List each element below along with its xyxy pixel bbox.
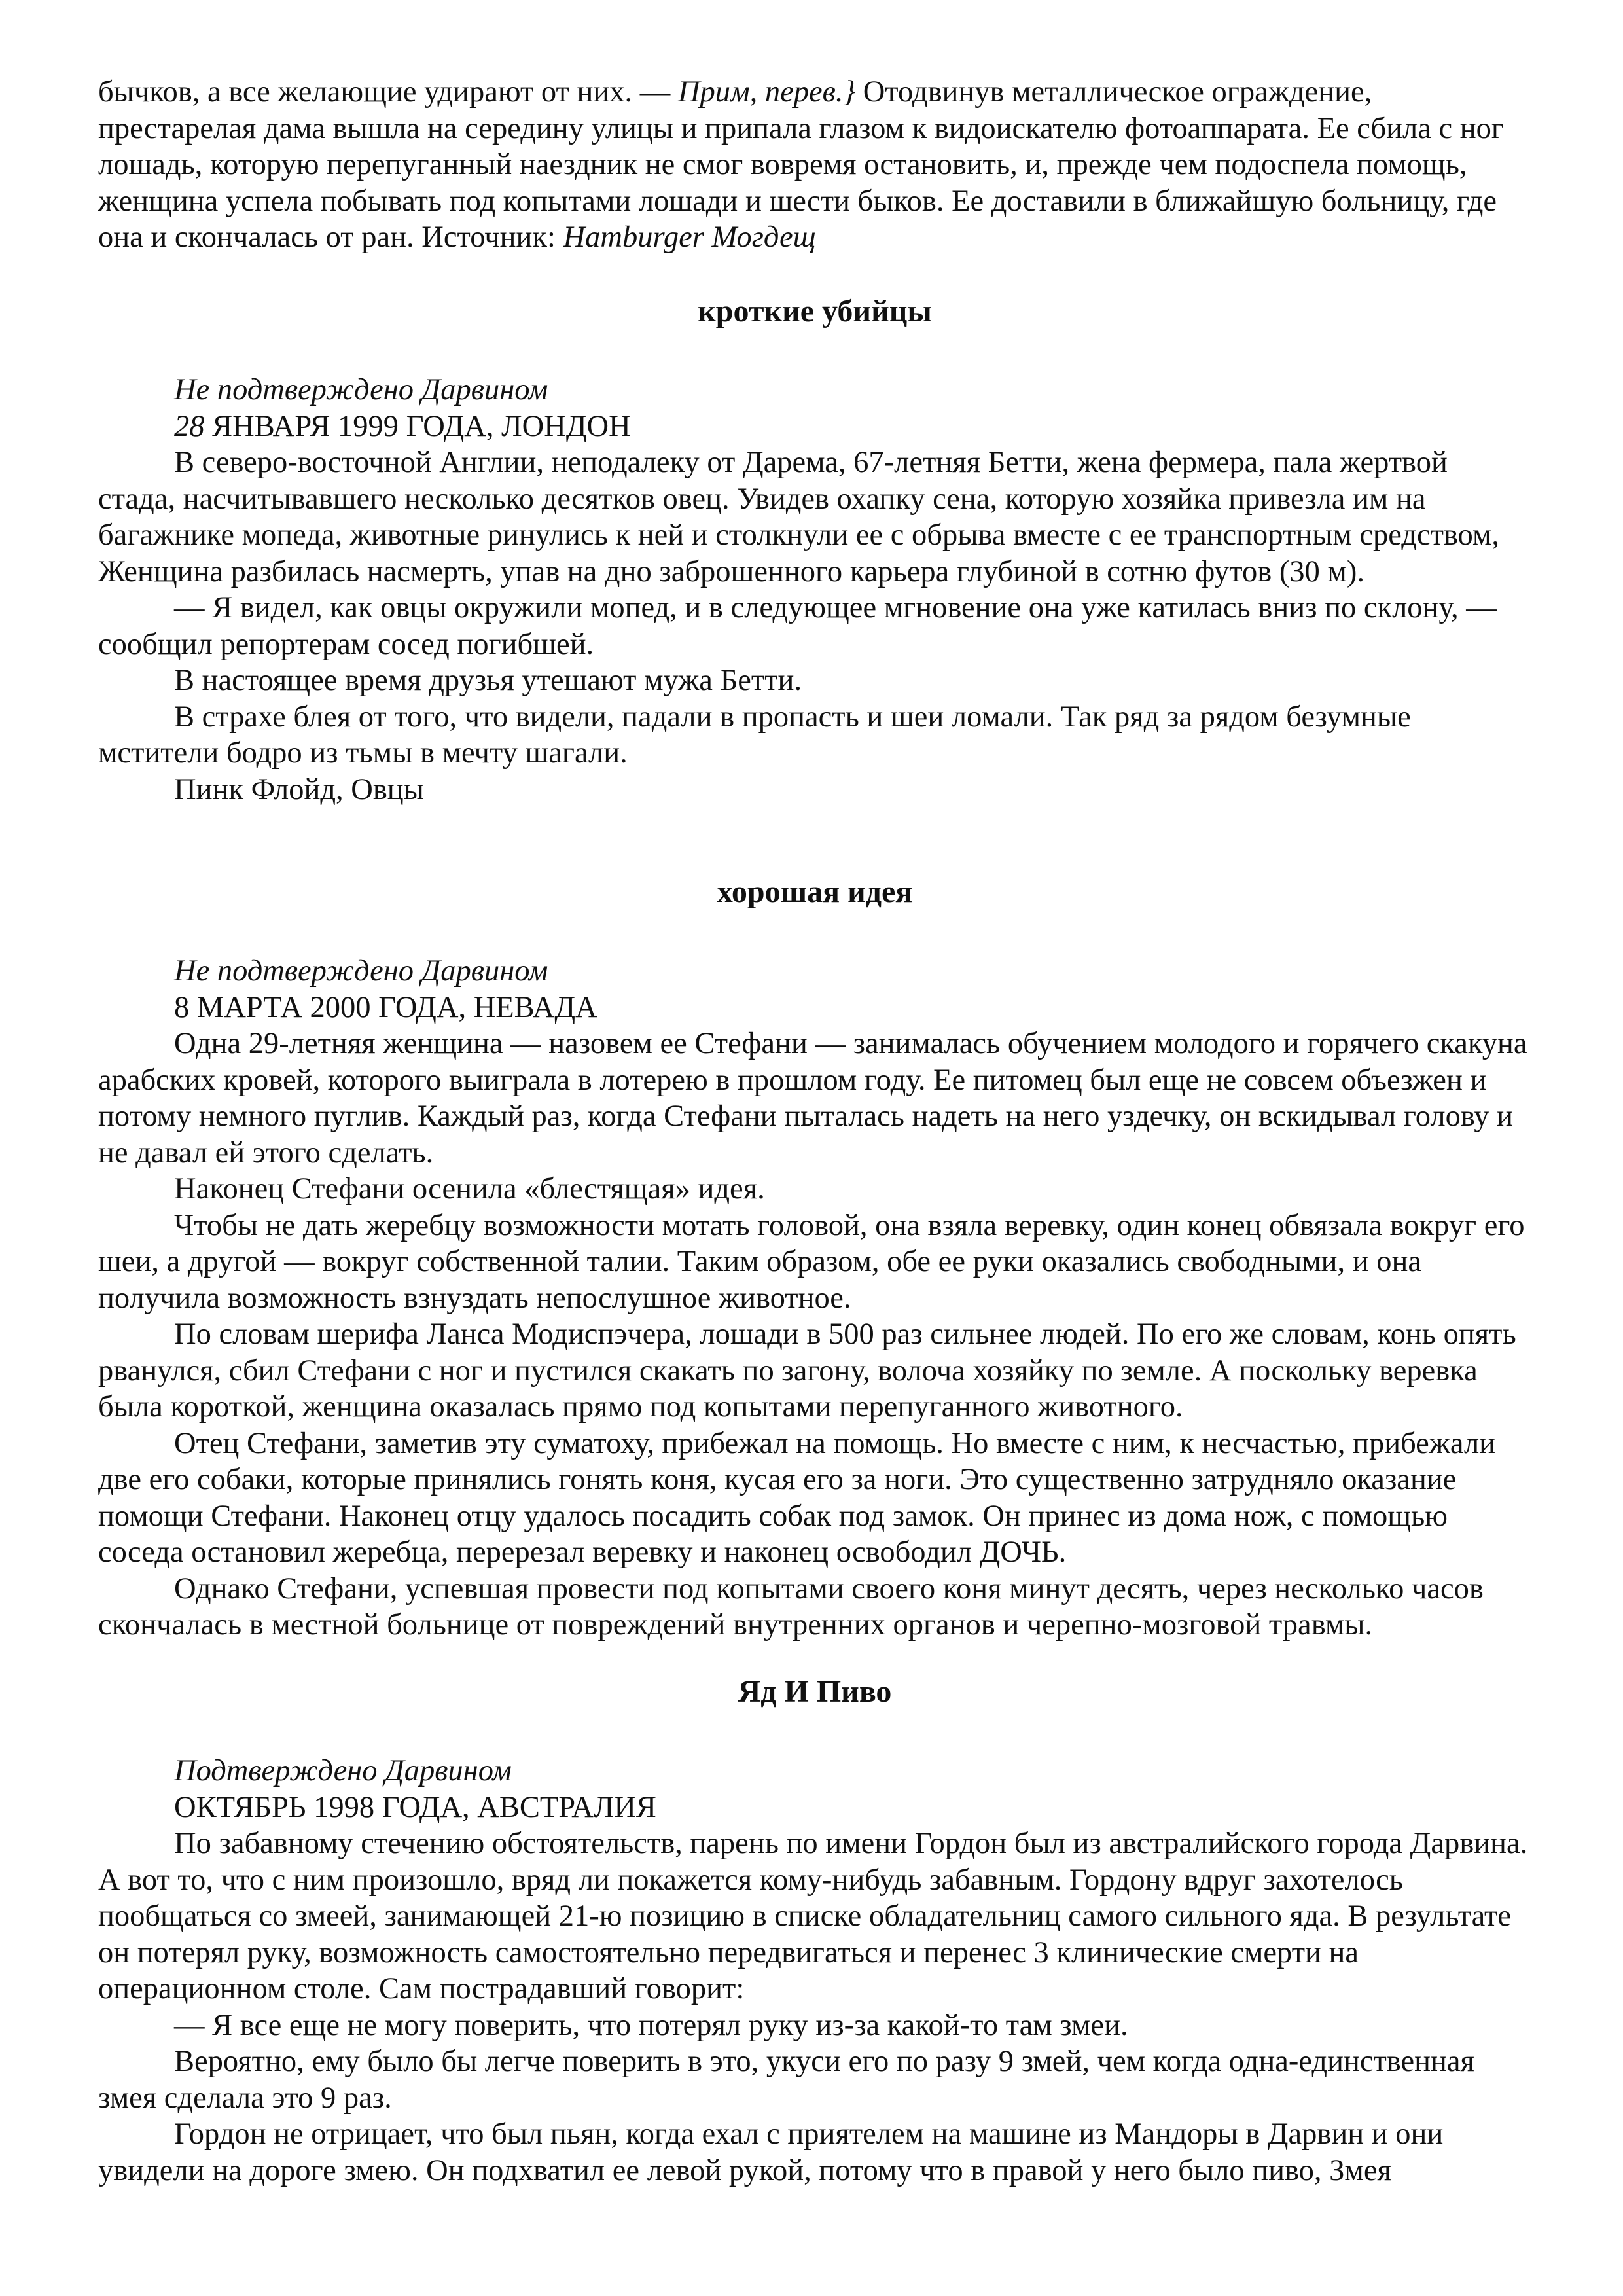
- story-dateline: ОКТЯБРЬ 1998 ГОДА, АВСТРАЛИЯ: [174, 1790, 656, 1824]
- darwin-status: Не подтверждено Дарвином: [174, 954, 548, 988]
- epigraph-attribution: Пинк Флойд, Овцы: [174, 772, 424, 806]
- paragraph: В настоящее время друзья утешают мужа Бетти.: [174, 664, 802, 697]
- intro-text-body: Отодвинув металлическое ограждение, престарелая дама вышла на середину улицы и припала глазом к видоискателю фотоаппарата. Ее сбила с ног лошадь, которую перепуганный наездник не смог вовремя остановить, и, прежде чем подоспела помощь, женщина успела побывать под копытами лошади и шести быков. Ее доставили в ближайшую больницу, где она и скончалась от ран. Источник:: [98, 75, 1504, 254]
- paragraph: По словам шерифа Ланса Модиспэчера, лошади в 500 раз сильнее людей. По его же словам, конь опять рванулся, сбил Стефани с ног и пустился скакать по загону, волоча хозяйку по земле. А поскольку веревка была короткой, женщина оказалась прямо под копытами перепуганного животного.: [98, 1318, 1516, 1424]
- paragraph: Отец Стефани, заметив эту суматоху, прибежал на помощь. Но вместе с ним, к несчастью, прибежали две его собаки, которые принялись гонять коня, кусая его за ноги. Это существенно затрудняло оказание помощи Стефани. Наконец отцу удалось посадить собак под замок. Он принес из дома нож, с помощью соседа остановил жеребца, перерезал веревку и наконец освободил ДОЧЬ.: [98, 1426, 1496, 1569]
- paragraph: Одна 29-летняя женщина — назовем ее Стефани — занималась обучением молодого и горячего скакуна арабских кровей, которого выиграла в лотерею в прошлом году. Ее питомец был еще не совсем объезжен и потому немного пуглив. Каждый раз, когда Стефани пыталась надеть на него уздечку, он вскидывал голову и не давал ей этого сделать.: [98, 1027, 1527, 1170]
- paragraph: Чтобы не дать жеребцу возможности мотать головой, она взяла веревку, один конец обвязала вокруг его шеи, а другой — вокруг собственной талии. Таким образом, обе ее руки оказались свободными, и она получила возможность взнуздать непослушное животное.: [98, 1208, 1525, 1315]
- source-citation: Hamburger Могдещ: [563, 221, 816, 254]
- paragraph: Вероятно, ему было бы легче поверить в это, укуси его по разу 9 змей, чем когда одна-единственная змея сделала это 9 раз.: [98, 2045, 1474, 2115]
- intro-paragraph: [98, 74, 1531, 256]
- story-title: хорошая идея: [717, 874, 913, 909]
- paragraph: По забавному стечению обстоятельств, парень по имени Гордон был из австралийского города Дарвина. А вот то, что с ним произошло, вряд ли покажется кому-нибудь забавным. Гордону вдруг захотелось пообщаться со змеей, занимающей 21-ю позицию в списке обладательниц самого сильного яда. В результате он потерял руку, возможность самостоятельно передвигаться и перенес 3 клинические смерти на операционном столе. Сам пострадавший говорит:: [98, 1827, 1528, 2005]
- paragraph: Однако Стефани, успевшая провести под копытами своего коня минут десять, через несколько часов скончалась в местной больнице от повреждений внутренних органов и черепно-мозговой травмы.: [98, 1571, 1484, 1641]
- story-dateline: 28 ЯНВАРЯ 1999 ГОДА, ЛОНДОН: [174, 409, 631, 443]
- darwin-status: Подтверждено Дарвином: [174, 1754, 512, 1787]
- paragraph: — Я все еще не могу поверить, что потерял руку из-за какой-то там змеи.: [174, 2008, 1128, 2042]
- story-dateline: 8 МАРТА 2000 ГОДА, НЕВАДА: [174, 990, 597, 1024]
- paragraph: — Я видел, как овцы окружили мопед, и в следующее мгновение она уже катилась вниз по склону, — сообщил репортерам сосед погибшей.: [98, 591, 1497, 661]
- story-body: [98, 372, 1531, 808]
- translator-note: Прим, перев.}: [677, 75, 856, 109]
- story-body: [98, 1753, 1531, 2189]
- darwin-status: Не подтверждено Дарвином: [174, 373, 548, 406]
- epigraph-quote: В страхе блея от того, что видели, падали в пропасть и шеи ломали. Так ряд за рядом безумные мстители бодро из тьмы в мечту шагали.: [98, 700, 1411, 770]
- story-title: кроткие убийцы: [698, 294, 932, 329]
- story-body: [98, 953, 1531, 1643]
- paragraph: В северо-восточной Англии, неподалеку от Дарема, 67-летняя Бетти, жена фермера, пала жертвой стада, насчитывавшего несколько десятков овец. Увидев охапку сена, которую хозяйка привезла им на багажнике мопеда, животные ринулись к ней и столкнули ее с обрыва вместе с ее транспортным средством, Женщина разбилась насмерть, упав на дно заброшенного карьера глубиной в сотню футов (30 м).: [98, 446, 1499, 588]
- paragraph: Наконец Стефани осенила «блестящая» идея.: [174, 1172, 765, 1206]
- story-title: Яд И Пиво: [738, 1674, 892, 1709]
- intro-text-start: бычков, а все желающие удирают от них. —: [98, 75, 678, 109]
- paragraph: Гордон не отрицает, что был пьян, когда ехал с приятелем на машине из Мандоры в Дарвин и они увидели на дороге змею. Он подхватил ее левой рукой, потому что в правой у него было пиво, Змея: [98, 2117, 1444, 2187]
